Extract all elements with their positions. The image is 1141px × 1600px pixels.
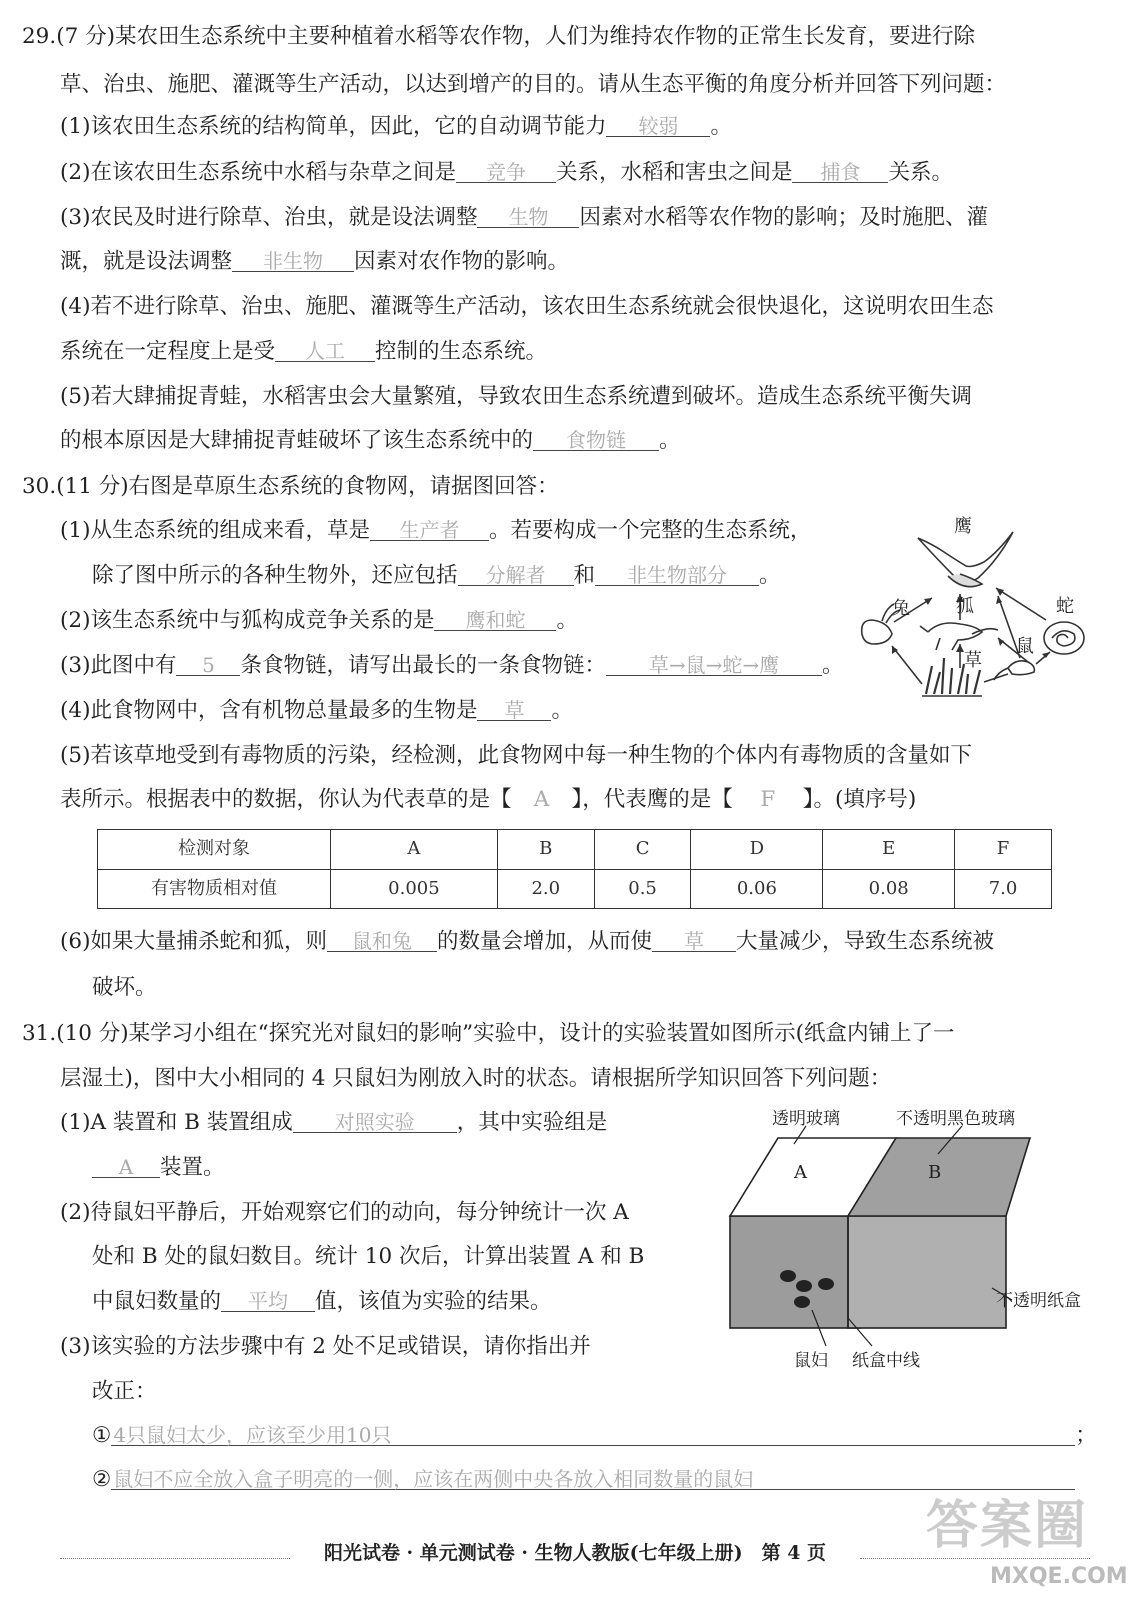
q31-part2-line3 [92,1291,552,1313]
q30-p5-answer1: A [533,787,550,812]
q30-p2-answer: 鹰和蛇 [434,610,556,631]
q31-p2-answer: 平均 [221,1291,315,1312]
q31-p2-text-d: 值，该值为实验的结果。 [315,1289,552,1314]
snake-icon [1044,622,1084,654]
q31-c1-answer: 4只鼠妇太少，应该至少用10只 [111,1425,1075,1446]
toxin-table-header [98,830,1052,870]
q29-p4-text-b: 系统在一定程度上是受 [60,339,276,364]
q31-p1-text-a: (1)A 装置和 B 装置组成 [60,1110,293,1135]
q31-part3-line2: 改正： [92,1379,157,1404]
q30-p1-answer2: 分解者 [458,565,574,586]
q29-p2-text-c: 关系。 [888,160,953,185]
table-cell: 0.08 [823,869,955,909]
rabbit-icon [862,620,892,644]
table-cell: A [331,830,498,870]
q29-p4-answer: 人工 [275,341,375,362]
label-snake: 蛇 [1056,596,1074,617]
q29-p3-text-d: 因素对农作物的影响。 [354,249,570,274]
table-cell: 检测对象 [98,830,331,870]
q30-p1-text-a: (1)从生态系统的组成来看，草是 [60,518,370,543]
fox-icon [920,623,998,650]
q31-c2-answer: 鼠妇不应全放入盒子明亮的一侧，应该在两侧中央各放入相同数量的鼠妇 [111,1469,1075,1490]
label-rabbit: 兔 [892,598,910,619]
q29-part3-line1 [60,207,988,229]
table-cell: 0.5 [594,869,691,909]
q29-p2-answer2: 捕食 [792,162,888,183]
q30-part5-line1: (5)若该草地受到有毒物质的污染，经检测，此食物网中每一种生物的个体内有毒物质的含量如下 [60,743,972,768]
q29-part5-line2 [60,430,681,452]
q29-p2-answer1: 竞争 [456,162,556,183]
arrow [892,646,922,684]
q30-part1-line2 [92,565,781,587]
label-mouse: 鼠 [1016,636,1034,657]
q29-stem-line1: 29.(7 分)某农田生态系统中主要种植着水稻等农作物，人们为维持农作物的正常生长发育，要进行除 [22,24,975,49]
q30-p3-text-a: (3)此图中有 [60,653,177,678]
q29-p5-text-b: 的根本原因是大肆捕捉青蛙破坏了该生态系统中的 [60,428,534,453]
q29-p1-answer: 较弱 [606,116,710,137]
q31-correction-1 [92,1425,1097,1447]
table-cell: 7.0 [955,869,1052,909]
q29-p2-text-a: (2)在该农田生态系统中水稻与杂草之间是 [60,160,456,185]
q30-p1-end: 。 [759,563,781,588]
q30-part4 [60,700,573,722]
eagle-icon [918,532,1013,582]
q30-p3-answer1: 5 [176,655,240,676]
q30-part2 [60,610,578,632]
woodlouse-icon [780,1270,796,1282]
q30-part1-line1 [60,520,811,542]
q31-part2-line2: 处和 B 处的鼠妇数目。统计 10 次后，计算出装置 A 和 B [92,1244,645,1269]
label-b: B [928,1162,942,1183]
box-section-a [730,1216,860,1328]
q30-p1-answer1: 生产者 [370,520,489,541]
q29-part2 [60,162,953,184]
q30-p1-answer3: 非生物部分 [595,565,759,586]
q29-p5-end: 。 [659,428,681,453]
watermark-logo: 答案圈 [926,1496,1089,1556]
label-clear-glass: 透明玻璃 [772,1109,840,1129]
box-section-b [848,1216,1006,1328]
table-cell: 0.005 [331,869,498,909]
q30-p6-text-a: (6)如果大量捕杀蛇和狐，则 [60,929,327,954]
q29-part4-line1: (4)若不进行除草、治虫、施肥、灌溉等生产活动，该农田生态系统就会很快退化，这说明农田生态 [60,294,994,319]
q30-p5-text-b: 表所示。根据表中的数据，你认为代表草的是【 [60,787,512,812]
q30-p5-text-c: 】，代表鹰的是【 [571,787,733,812]
q30-p1-text-b: 。若要构成一个完整的生态系统， [488,518,812,543]
arrow [984,674,1008,682]
q31-c1-end: ； [1075,1423,1097,1448]
label-woodlouse: 鼠妇 [794,1351,828,1371]
q29-p1-text: (1)该农田生态系统的结构简单，因此，它的自动调节能力 [60,114,607,139]
q30-p6-answer1: 鼠和兔 [327,931,437,952]
q30-p6-answer2: 草 [652,931,736,952]
q31-p2-text-c: 中鼠妇数量的 [92,1289,222,1314]
q30-p1-text-d: 和 [573,563,596,588]
q29-p2-text-b: 关系，水稻和害虫之间是 [555,160,793,185]
q31-p1-text-b: ，其中实验组是 [456,1110,608,1135]
q30-part5-line2 [60,789,916,811]
table-cell: B [497,830,594,870]
woodlouse-icon [794,1296,810,1308]
q29-part4-line2 [60,341,547,363]
q30-p6-text-b: 的数量会增加，从而使 [436,929,652,954]
q30-p6-text-c: 大量减少，导致生态系统被 [735,929,994,954]
q30-p2-end: 。 [556,608,578,633]
experiment-box-figure [712,1104,1102,1374]
table-cell: 2.0 [497,869,594,909]
q30-p4-text: (4)此食物网中，含有机物总量最多的生物是 [60,698,478,723]
q29-part5-line1: (5)若大肆捕捉青蛙，水稻害虫会大量繁殖，导致农田生态系统遭到破坏。造成生态系统平衡失调 [60,384,972,409]
table-cell: 0.06 [691,869,823,909]
page-footer: 阳光试卷 · 单元测试卷 · 生物人教版(七年级上册) 第 4 页 [60,1544,1090,1574]
table-cell: D [691,830,823,870]
arrow [996,588,1046,620]
q30-p1-text-c: 除了图中所示的各种生物外，还应包括 [92,563,458,588]
table-cell: F [955,830,1052,870]
q31-part1-line1 [60,1112,607,1134]
q31-p1-answer1: 对照实验 [293,1112,457,1133]
q31-stem-line2: 层湿土)，图中大小相同的 4 只鼠妇为刚放入时的状态。请根据所学知识回答下列问题： [60,1066,892,1091]
table-cell: 有害物质相对值 [98,869,331,909]
q31-part1-line2 [92,1157,225,1179]
woodlouse-icon [796,1280,812,1292]
q30-p4-end: 。 [551,698,573,723]
q30-p3-answer2: 草→鼠→蛇→鹰 [606,655,822,676]
label-grass: 草 [964,650,982,671]
q29-stem-line2: 草、治虫、施肥、灌溉等生产活动，以达到增产的目的。请从生态平衡的角度分析并回答下列问题： [60,72,1007,97]
q29-p1-end: 。 [710,114,732,139]
label-carton: 不透明纸盒 [996,1291,1081,1311]
toxin-table [97,829,1052,909]
q31-correction-2 [92,1469,1075,1491]
q31-p1-text-c: 装置。 [160,1155,225,1180]
q29-p3-answer1: 生物 [477,207,579,228]
q30-p2-text: (2)该生态系统中与狐构成竞争关系的是 [60,608,435,633]
q30-part6-line2: 破坏。 [92,975,157,1000]
q29-p3-text-c: 溉，就是设法调整 [60,249,233,274]
q31-c2-number: ② [92,1467,112,1492]
q29-part1 [60,116,732,138]
q30-p3-text-b: 条食物链，请写出最长的一条食物链： [240,653,606,678]
q29-p3-text-b: 因素对水稻等农作物的影响；及时施肥、灌 [579,205,988,230]
q29-p3-answer2: 非生物 [232,251,354,272]
food-web-figure [848,508,1100,708]
table-cell: E [823,830,955,870]
toxin-table-row [98,869,1052,909]
woodlouse-icon [818,1278,834,1290]
q31-c1-number: ① [92,1423,112,1448]
q31-part3-line1: (3)该实验的方法步骤中有 2 处不足或错误，请你指出并 [60,1334,591,1359]
q29-p3-text-a: (3)农民及时进行除草、治虫，就是设法调整 [60,205,478,230]
label-black-glass: 不透明黑色玻璃 [896,1109,1015,1129]
table-cell: C [594,830,691,870]
watermark-url: MXQE.COM [990,1564,1128,1589]
q30-p4-answer: 草 [477,700,551,721]
q31-p1-answer2: A [92,1157,160,1178]
q31-stem-line1: 31.(10 分)某学习小组在“探究光对鼠妇的影响”实验中，设计的实验装置如图所示(纸盒内铺上了一 [22,1021,955,1046]
q29-part3-line2 [60,251,569,273]
label-fox: 狐 [956,596,974,617]
q30-p5-answer2: F [760,787,776,812]
label-eagle: 鹰 [954,516,972,537]
q30-part6-line1 [60,931,994,953]
label-a: A [794,1162,807,1183]
q30-p3-end: 。 [821,653,844,678]
q31-part2-line1: (2)待鼠妇平静后，开始观察它们的动向，每分钟统计一次 A [60,1200,629,1225]
q30-p5-text-d: 】。(填序号) [802,787,917,812]
q29-p4-text-c: 控制的生态系统。 [375,339,548,364]
q29-p5-answer: 食物链 [533,430,659,451]
q30-stem: 30.(11 分)右图是草原生态系统的食物网，请据图回答： [22,474,559,499]
label-midline: 纸盒中线 [852,1351,920,1371]
q30-part3 [60,655,844,677]
